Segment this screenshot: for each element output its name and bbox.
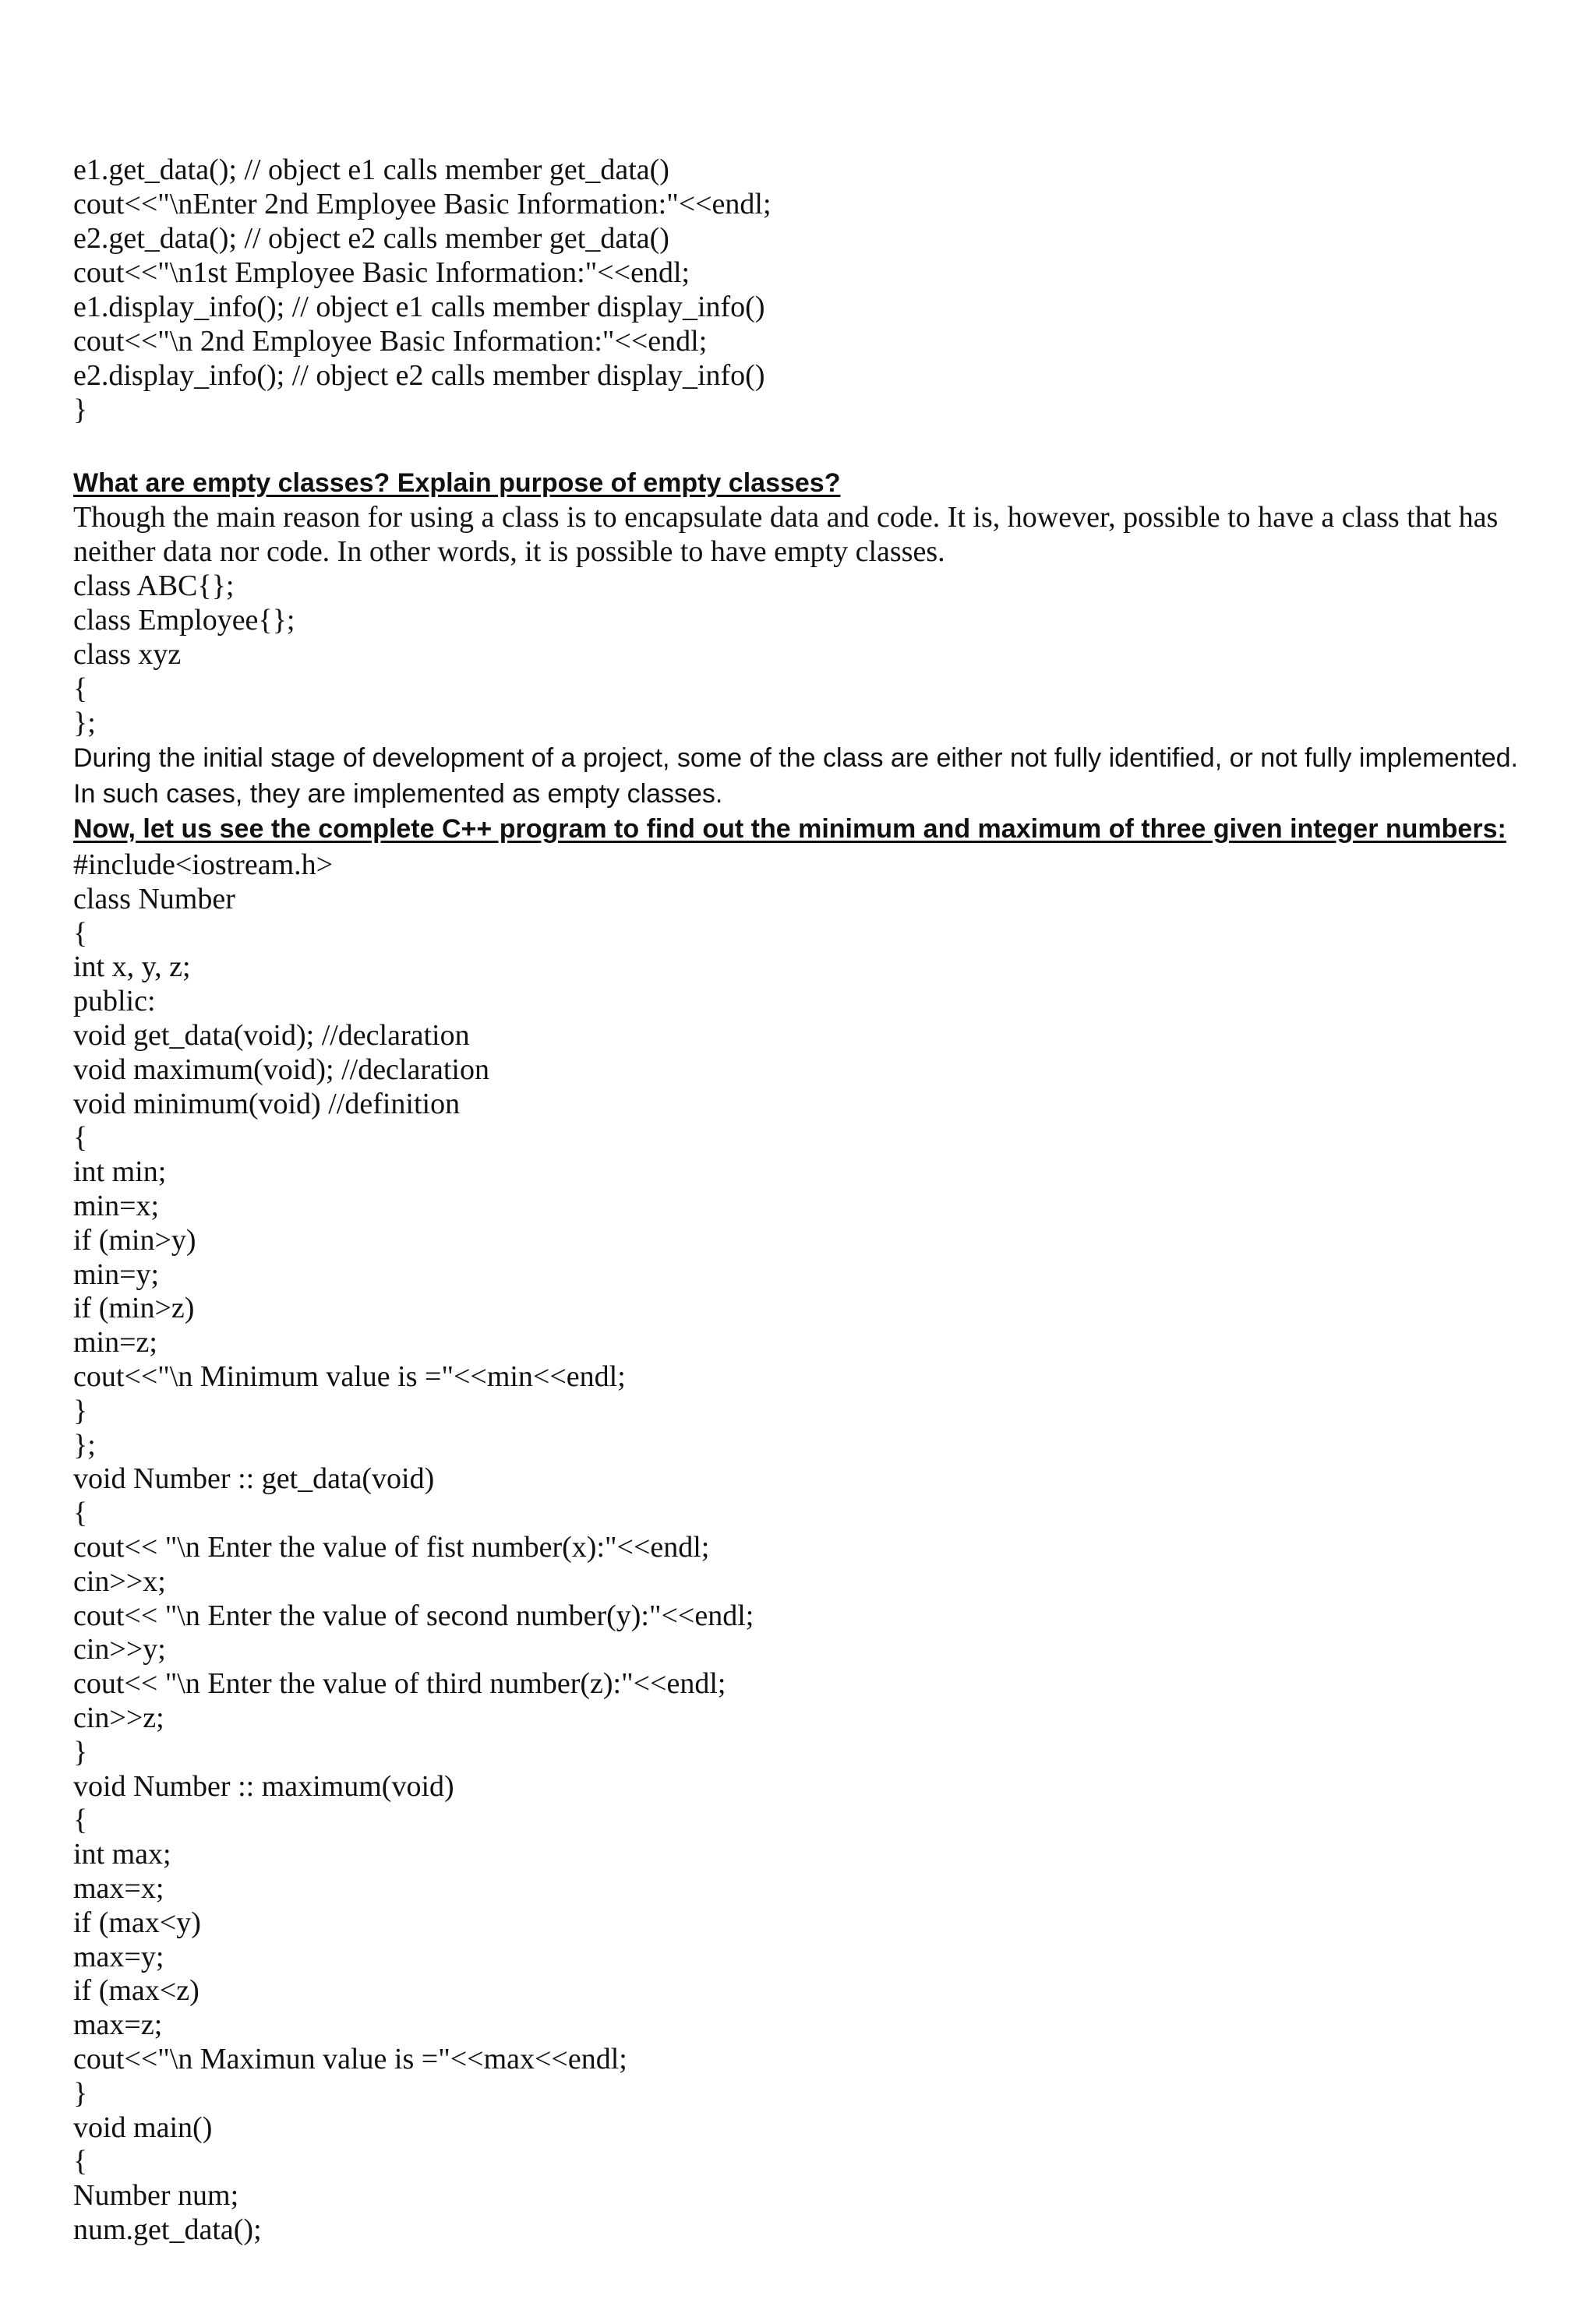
section-heading-min-max-program: Now, let us see the complete C++ program to find out the minimum and maximum of three given integer numbers: [73, 814, 1506, 844]
code-line: max=x; [73, 1872, 164, 1905]
code-line: cout<<"\n 2nd Employee Basic Information:"<<endl; [73, 325, 708, 358]
code-line: min=z; [73, 1326, 157, 1359]
code-line: e2.get_data(); // object e2 calls member get_data() [73, 222, 669, 255]
code-line: void minimum(void) //definition [73, 1088, 461, 1120]
paragraph-empty-classes-purpose: During the initial stage of development of a project, some of the class are either not fully identified, or not fully implemented. In such cases, they are implemented as empty classes. [73, 743, 1518, 809]
code-line: class xyz [73, 638, 182, 671]
code-line: e1.display_info(); // object e1 calls member display_info() [73, 291, 765, 323]
code-line: void main() [73, 2111, 213, 2144]
code-line: { [73, 1804, 88, 1836]
code-line: { [73, 1121, 88, 1154]
code-line: max=z; [73, 2008, 163, 2041]
code-line: void Number :: maximum(void) [73, 1770, 454, 1803]
code-line: void get_data(void); //declaration [73, 1019, 470, 1052]
code-line: cout<<"\n Minimum value is ="<<min<<endl; [73, 1360, 626, 1393]
code-line: { [73, 672, 88, 705]
code-line: e1.get_data(); // object e1 calls member get_data() [73, 153, 669, 186]
code-line: } [73, 1736, 88, 1769]
code-line: int x, y, z; [73, 950, 191, 983]
code-line: } [73, 393, 88, 426]
code-line: cout<< "\n Enter the value of second number(y):"<<endl; [73, 1599, 754, 1632]
code-line: e2.display_info(); // object e2 calls member display_info() [73, 359, 765, 392]
code-line: cout<< "\n Enter the value of fist number(x):"<<endl; [73, 1531, 710, 1564]
code-line: cout<<"\n Maximun value is ="<<max<<endl; [73, 2043, 627, 2075]
code-line: cin>>y; [73, 1633, 166, 1666]
code-line: if (max<z) [73, 1974, 200, 2007]
code-line: }; [73, 1429, 96, 1462]
code-line: cout<<"\nEnter 2nd Employee Basic Information:"<<endl; [73, 188, 772, 220]
code-line: min=y; [73, 1258, 160, 1291]
code-line: { [73, 1497, 88, 1529]
code-line: if (max<y) [73, 1906, 201, 1939]
code-line: int max; [73, 1838, 171, 1871]
code-line: cin>>z; [73, 1702, 164, 1734]
code-line: #include<iostream.h> [73, 848, 334, 881]
code-line: class Number [73, 883, 235, 915]
code-line: void Number :: get_data(void) [73, 1462, 435, 1495]
code-line: class ABC{}; [73, 570, 235, 602]
code-line: cin>>x; [73, 1565, 166, 1598]
code-line: max=y; [73, 1941, 164, 1973]
code-line: class Employee{}; [73, 604, 295, 637]
code-line: void maximum(void); //declaration [73, 1053, 489, 1086]
code-line: if (min>z) [73, 1292, 195, 1324]
code-line: { [73, 2145, 88, 2178]
code-line: min=x; [73, 1190, 160, 1222]
code-line: { [73, 917, 88, 950]
code-line: } [73, 2077, 88, 2110]
code-line: Number num; [73, 2179, 239, 2212]
code-line: }; [73, 707, 96, 739]
section-heading-empty-classes: What are empty classes? Explain purpose of empty classes? [73, 468, 841, 498]
code-line: int min; [73, 1155, 167, 1188]
code-line: } [73, 1395, 88, 1427]
code-line: num.get_data(); [73, 2213, 262, 2246]
paragraph-empty-classes-intro: Though the main reason for using a class is to encapsulate data and code. It is, however, possible to have a class that has neither data nor code. In other words, it is possible to have empty classes. [73, 501, 1499, 568]
code-line: public: [73, 985, 156, 1017]
code-line: cout<< "\n Enter the value of third number(z):"<<endl; [73, 1667, 726, 1700]
code-line: cout<<"\n1st Employee Basic Information:"<<endl; [73, 256, 690, 289]
code-line: if (min>y) [73, 1224, 196, 1257]
